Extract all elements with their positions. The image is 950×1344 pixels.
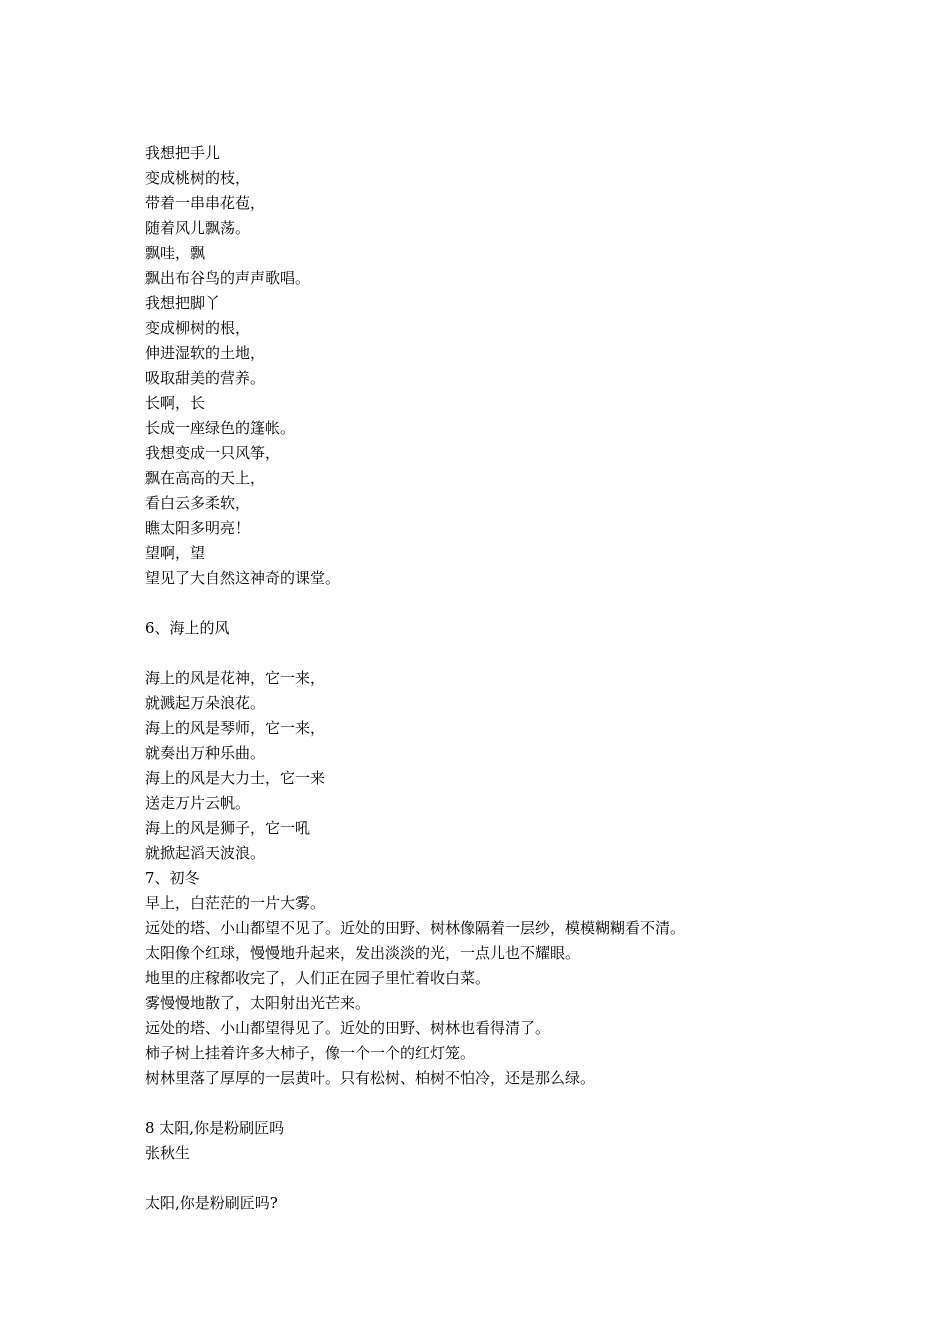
poem-line: 我想变成一只风筝， <box>145 444 281 462</box>
document-body <box>145 141 925 1216</box>
poem-line: 海上的风是花神，它一来， <box>145 669 326 687</box>
poem-line: 长成一座绿色的篷帐。 <box>145 419 296 437</box>
blank-line <box>145 591 925 616</box>
poem-line: 我想把脚丫 <box>145 294 221 312</box>
poem-line: 变成柳树的根， <box>145 319 251 337</box>
poem-line: 随着风儿飘荡。 <box>145 219 251 237</box>
blank-line <box>145 1166 925 1191</box>
poem-7 <box>145 866 925 1091</box>
blank-line <box>145 1091 925 1116</box>
poem-line: 伸进湿软的土地， <box>145 344 266 362</box>
poem-line: 柿子树上挂着许多大柿子，像一个一个的红灯笼。 <box>145 1044 476 1062</box>
poem-line: 飘在高高的天上， <box>145 469 266 487</box>
poem-line: 树林里落了厚厚的一层黄叶。只有松树、柏树不怕冷，还是那么绿。 <box>145 1069 596 1087</box>
poem-line: 看白云多柔软， <box>145 494 251 512</box>
poem-line: 我想把手儿 <box>145 144 221 162</box>
poem-6 <box>145 616 925 866</box>
poem-line: 就溅起万朵浪花。 <box>145 694 266 712</box>
poem-author: 张秋生 <box>145 1144 191 1162</box>
poem-title: 6、海上的风 <box>145 619 230 637</box>
poem-line: 变成桃树的枝， <box>145 169 251 187</box>
poem-line: 瞧太阳多明亮！ <box>145 519 251 537</box>
poem-line: 雾慢慢地散了，太阳射出光芒来。 <box>145 994 371 1012</box>
poem-line: 远处的塔、小山都望得见了。近处的田野、树林也看得清了。 <box>145 1019 551 1037</box>
poem-line: 海上的风是狮子，它一吼 <box>145 819 311 837</box>
poem-line: 地里的庄稼都收完了，人们正在园子里忙着收白菜。 <box>145 969 491 987</box>
poem-line: 太阳像个红球，慢慢地升起来，发出淡淡的光，一点儿也不耀眼。 <box>145 944 581 962</box>
poem-line: 飘哇，飘 <box>145 244 206 262</box>
poem-title: 7、初冬 <box>145 869 200 887</box>
poem-line: 望见了大自然这神奇的课堂。 <box>145 569 341 587</box>
poem-line: 太阳,你是粉刷匠吗? <box>145 1194 278 1212</box>
poem-line: 吸取甜美的营养。 <box>145 369 266 387</box>
poem-5-tail <box>145 141 925 591</box>
poem-line: 海上的风是大力士，它一来 <box>145 769 326 787</box>
poem-line: 长啊，长 <box>145 394 206 412</box>
poem-line: 送走万片云帆。 <box>145 794 251 812</box>
poem-line: 早上，白茫茫的一片大雾。 <box>145 894 326 912</box>
poem-line: 就奏出万种乐曲。 <box>145 744 266 762</box>
poem-line: 飘出布谷鸟的声声歌唱。 <box>145 269 311 287</box>
poem-8 <box>145 1116 925 1216</box>
blank-line <box>145 641 925 666</box>
poem-line: 带着一串串花苞， <box>145 194 266 212</box>
poem-line: 望啊，望 <box>145 544 206 562</box>
poem-line: 就掀起滔天波浪。 <box>145 844 266 862</box>
poem-line: 远处的塔、小山都望不见了。近处的田野、树林像隔着一层纱，模模糊糊看不清。 <box>145 919 686 937</box>
poem-title: 8 太阳,你是粉刷匠吗 <box>145 1119 285 1137</box>
poem-line: 海上的风是琴师，它一来， <box>145 719 326 737</box>
